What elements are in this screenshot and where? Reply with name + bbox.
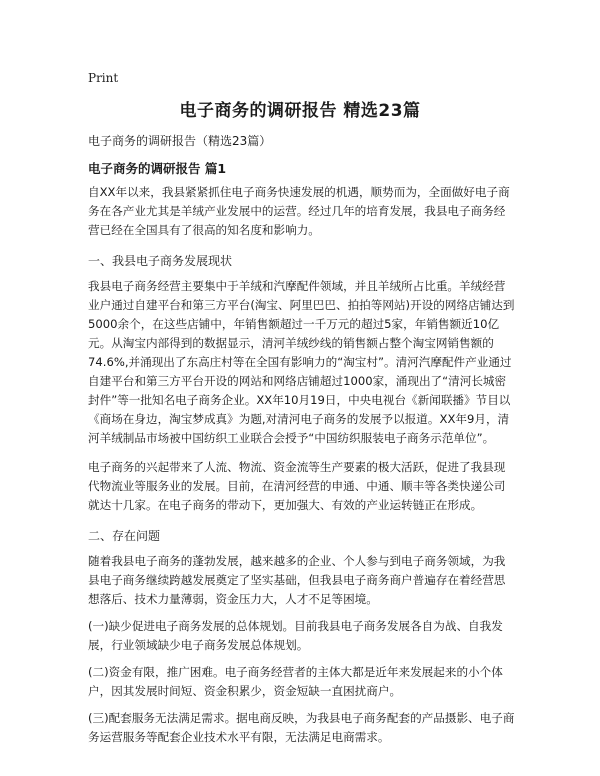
document-subtitle: 电子商务的调研报告（精选23篇） <box>88 134 272 148</box>
part-heading: 电子商务的调研报告 篇1 <box>88 161 227 176</box>
paragraph-logistics: 电子商务的兴起带来了人流、物流、资金流等生产要素的极大活跃，促进了我县现代物流业等服务业的发展。目前，在清河经营的申通、中通、顺丰等各类快递公司就达十几家。在电子商务的带动下，更加强大、有效的产业运转链正在形成。 <box>88 460 506 512</box>
paragraph-problem-1: (一)缺少促进电子商务发展的总体规划。目前我县电子商务发展各自为战、自我发展，行业领域缺少电子商务发展总体规划。 <box>88 619 503 652</box>
paragraph-intro: 自XX年以来，我县紧紧抓住电子商务快速发展的机遇，顺势而为，全面做好电子商务在各产业尤其是羊绒产业发展中的运营。经过几年的培育发展，我县电子商务经营已经在全国具有了很高的知名度和影响力。 <box>88 185 510 237</box>
paragraph-problem-2: (二)资金有限，推广困难。电子商务经营者的主体大都是近年来发展起来的小个体户，因其发展时间短、资金积累少，资金短缺一直困扰商户。 <box>88 665 503 698</box>
paragraph-problems: 随着我县电子商务的蓬勃发展，越来越多的企业、个人参与到电子商务领域，为我县电子商务继续跨越发展奠定了坚实基础，但我县电子商务商户普遍存在着经营思想落后、技术力量薄弱，资金压力大，人才不足等困境。 <box>88 554 506 606</box>
section-heading-status: 一、我县电子商务发展现状 <box>88 254 233 268</box>
section-heading-problems: 二、存在问题 <box>88 529 161 543</box>
print-link[interactable]: Print <box>88 71 119 85</box>
paragraph-status: 我县电子商务经营主要集中于羊绒和汽摩配件领域，并且羊绒所占比重。羊绒经营业户通过自建平台和第三方平台(淘宝、阿里巴巴、拍拍等网站)开设的网络店铺达到5000余个，在这些店铺中，年销售额超过一千万元的超过5家，年销售额近10亿元。从淘宝内部得到的数据显示，清河羊绒纱线的销售额占整个淘宝网销售额的74.6%,并涌现出了东高庄村等在全国有影响力的“淘宝村”。清河汽摩配件产业通过自建平台和第三方平台开设的网站和网络店铺超过1000家，涌现出了“清河长城密封件”等一批知名电子商务企业。XX年10月19日，中央电视台《新闻联播》节目以《商场在身边，淘宝梦成真》为题,对清河电子商务的发展予以报道。XX年9月，清河羊绒制品市场被中国纺织工业联合会授予“中国纺织服装电子商务示范单位”。 <box>88 279 515 445</box>
paragraph-problem-3: (三)配套服务无法满足需求。据电商反映，为我县电子商务配套的产品摄影、电子商务运营服务等配套企业技术水平有限，无法满足电商需求。 <box>88 711 515 744</box>
page-title: 电子商务的调研报告 精选23篇 <box>179 101 421 121</box>
